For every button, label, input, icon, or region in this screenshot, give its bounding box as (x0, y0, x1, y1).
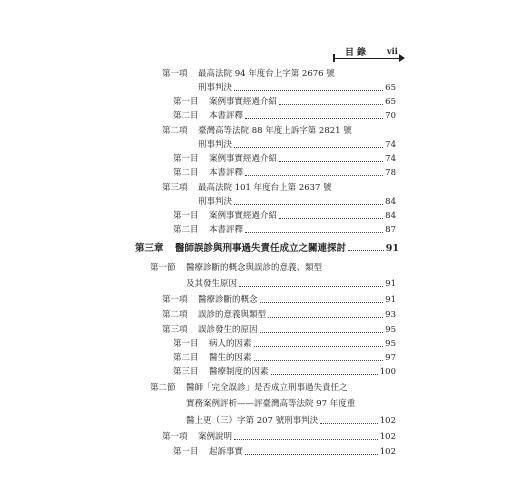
entry-number: 第二目 (173, 225, 199, 235)
dot-leader (260, 332, 384, 333)
entry-page: 102 (379, 432, 396, 442)
entry-number: 第一目 (173, 211, 199, 221)
toc-chapter-entry (135, 243, 399, 254)
dot-leader (271, 374, 378, 375)
header-page-number: vii (387, 46, 398, 56)
entry-page: 95 (385, 325, 396, 335)
entry-title: 本書評釋 (209, 168, 244, 178)
entry-page: 87 (385, 225, 396, 235)
entry-number: 第三目 (173, 367, 199, 377)
dot-leader (234, 90, 383, 91)
entry-page: 70 (385, 111, 396, 121)
entry-title: 案例事實經過介紹 (209, 154, 278, 164)
toc-entry (162, 126, 352, 137)
entry-number: 第三項 (162, 183, 188, 193)
dot-leader (260, 302, 384, 303)
toc-entry (150, 263, 322, 274)
toc-entry (186, 416, 396, 427)
entry-title: 刑事判決 (198, 83, 233, 93)
entry-page: 95 (385, 339, 396, 349)
dot-leader (268, 317, 383, 318)
entry-title: 醫療診斷的概念與誤診的意義、類型 (186, 263, 323, 273)
entry-title: 臺灣高等法院 88 年度上訴字第 2821 號 (198, 126, 352, 136)
entry-title: 實務案例評析——評臺灣高等法院 97 年度重 (186, 399, 356, 409)
entry-page: 97 (385, 353, 396, 363)
entry-page: 74 (385, 154, 396, 164)
toc-entry (173, 353, 396, 364)
entry-page: 65 (385, 97, 396, 107)
entry-title: 最高法院 94 年度台上字第 2676 號 (198, 69, 335, 79)
entry-number: 第二目 (173, 353, 199, 363)
entry-page: 93 (385, 310, 396, 320)
toc-entry (162, 69, 335, 80)
toc-entry (162, 295, 396, 306)
toc-entry (198, 83, 396, 94)
dot-leader (279, 218, 383, 219)
entry-number: 第一項 (162, 295, 188, 305)
entry-title: 刑事判決 (198, 197, 233, 207)
toc-entry (186, 399, 355, 410)
entry-number: 第一項 (162, 69, 188, 79)
entry-page: 74 (385, 140, 396, 150)
entry-number: 第一節 (150, 263, 176, 273)
entry-number: 第二項 (162, 126, 188, 136)
header-title: 目錄 (345, 48, 370, 58)
entry-page: 102 (379, 447, 396, 457)
entry-title: 醫療制度的因素 (209, 367, 269, 377)
toc-entry (173, 111, 396, 122)
dot-leader (245, 454, 378, 455)
entry-title: 本書評釋 (209, 111, 244, 121)
toc-entry (173, 447, 396, 458)
dot-leader (279, 104, 383, 105)
dot-leader (234, 147, 383, 148)
entry-title: 病人的因素 (209, 339, 252, 349)
dot-leader (254, 346, 384, 347)
toc-entry (162, 183, 332, 194)
dot-leader (279, 161, 383, 162)
dot-leader (234, 204, 383, 205)
entry-number: 第三章 (135, 243, 164, 254)
entry-title: 誤診的意義與類型 (198, 310, 267, 320)
entry-number: 第一目 (173, 447, 199, 457)
toc-entry (162, 310, 396, 321)
entry-page: 100 (379, 367, 396, 377)
entry-page: 91 (385, 279, 396, 289)
entry-title: 醫療診斷的概念 (198, 295, 258, 305)
toc-entry (173, 168, 396, 179)
entry-page: 102 (379, 416, 396, 426)
entry-number: 第一目 (173, 339, 199, 349)
toc-entry (173, 154, 396, 165)
toc-entry (162, 325, 396, 336)
entry-page: 78 (385, 168, 396, 178)
entry-title: 起訴事實 (209, 447, 244, 457)
dot-leader (320, 423, 378, 424)
toc-entry (162, 432, 396, 443)
toc-entry (173, 97, 396, 108)
toc-entry (186, 279, 396, 290)
dot-leader (245, 118, 383, 119)
toc-entry (173, 225, 396, 236)
dot-leader (245, 175, 383, 176)
entry-number: 第二目 (173, 168, 199, 178)
toc-entry (173, 339, 396, 350)
toc-entry (198, 140, 396, 151)
entry-page: 84 (385, 197, 396, 207)
entry-title: 醫生的因素 (209, 353, 252, 363)
dot-leader (239, 286, 383, 287)
entry-number: 第一目 (173, 97, 199, 107)
entry-number: 第二項 (162, 310, 188, 320)
toc-entry (150, 383, 348, 394)
entry-title: 醫師誤診與刑事過失責任成立之關連探討 (175, 243, 347, 254)
entry-page: 84 (385, 211, 396, 221)
entry-title: 誤診發生的原因 (198, 325, 258, 335)
toc-entry (173, 367, 396, 378)
entry-title: 案例事實經過介紹 (209, 211, 278, 221)
entry-number: 第二目 (173, 111, 199, 121)
entry-number: 第一項 (162, 432, 188, 442)
entry-title: 案例說明 (198, 432, 233, 442)
entry-title: 最高法院 101 年度台上第 2637 號 (198, 183, 332, 193)
entry-title: 及其發生原因 (186, 279, 238, 289)
entry-title: 本書評釋 (209, 225, 244, 235)
dot-leader (234, 439, 378, 440)
entry-page: 91 (385, 243, 399, 254)
entry-title: 案例事實經過介紹 (209, 97, 278, 107)
toc-entry (173, 211, 396, 222)
entry-page: 65 (385, 83, 396, 93)
dot-leader (245, 232, 383, 233)
entry-page: 91 (385, 295, 396, 305)
dot-leader (254, 360, 384, 361)
entry-title: 醫師「完全誤診」是否成立刑事過失責任之 (186, 383, 348, 393)
toc-entry (198, 197, 396, 208)
entry-number: 第一目 (173, 154, 199, 164)
entry-number: 第三項 (162, 325, 188, 335)
entry-number: 第二節 (150, 383, 176, 393)
dot-leader (348, 250, 384, 251)
entry-title: 刑事判決 (198, 140, 233, 150)
entry-title: 醫上更（三）字第 207 號刑事判決 (186, 416, 319, 426)
